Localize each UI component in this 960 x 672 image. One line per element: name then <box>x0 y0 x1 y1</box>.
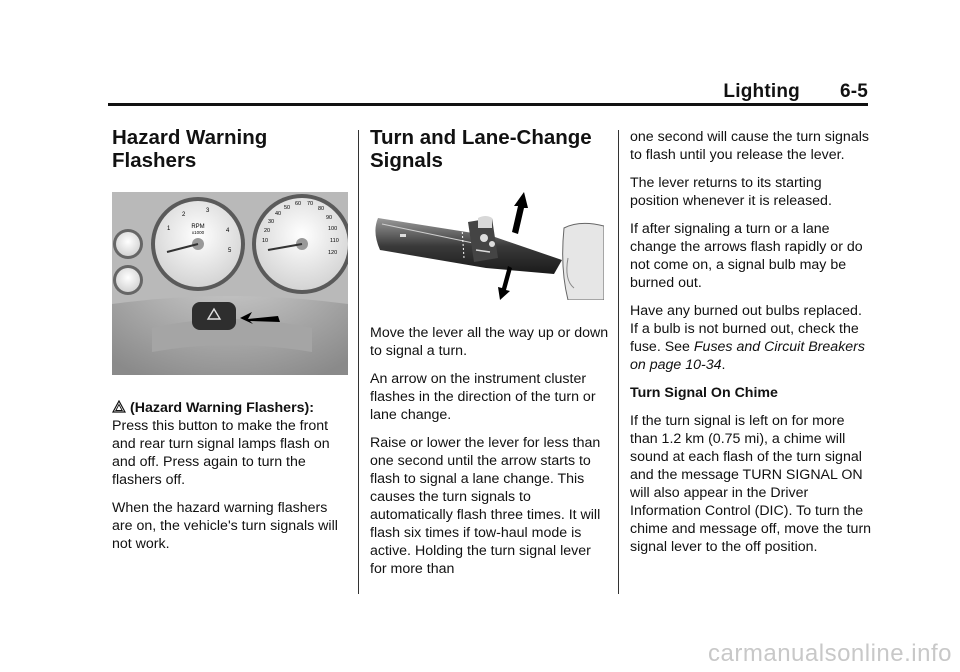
tach-tick: 5 <box>228 248 232 254</box>
speed-tick: 50 <box>284 205 291 211</box>
speed-tick: 70 <box>307 201 314 207</box>
fuse-suffix: . <box>721 357 726 373</box>
tach-unit: x1000 <box>191 230 205 235</box>
hazard-heading: Hazard Warning Flashers <box>112 126 268 172</box>
speed-tick: 20 <box>264 228 271 234</box>
column-divider <box>358 130 359 594</box>
arrow-down-icon <box>498 266 512 300</box>
continued-paragraph: If after signaling a turn or a lane change the arrows flash rapidly or do not come on, a signal bulb may be burned out. <box>630 221 863 291</box>
speed-tick: 40 <box>275 211 282 217</box>
speed-tick: 90 <box>326 215 333 221</box>
column-hazard <box>112 126 348 563</box>
watermark: carmanualsonline.info <box>708 640 952 667</box>
turn-signal-heading: Turn and Lane-Change Signals <box>370 126 592 172</box>
page-header <box>108 80 868 104</box>
chime-paragraph: If the turn signal is left on for more than 1.2 km (0.75 mi), a chime will sound at each flash of the turn signal and the message TURN SIGNAL ON will also appear in the Driver Information Control (DIC). To turn the chime and message off, move the turn signal lever to the off position. <box>630 413 872 555</box>
speed-tick: 120 <box>328 250 338 256</box>
turn-signal-paragraph: Move the lever all the way up or down to signal a turn. <box>370 325 609 359</box>
tach-tick: 1 <box>167 226 171 232</box>
speed-tick: 110 <box>330 238 339 244</box>
hazard-text: Press this button to make the front and rear turn signal lamps flash on and off. Press again to turn the flashers off. <box>112 418 330 488</box>
speed-tick: 60 <box>295 201 302 207</box>
hazard-paragraph <box>112 399 348 489</box>
speed-tick: 80 <box>318 206 325 212</box>
wiper-icon <box>478 216 492 228</box>
speed-tick: 30 <box>268 219 275 225</box>
page-number: 6-5 <box>839 81 868 102</box>
column-continued <box>630 128 872 566</box>
fuse-paragraph <box>630 302 872 374</box>
speed-tick: 100 <box>328 226 338 232</box>
continued-paragraph: The lever returns to its starting position whenever it is released. <box>630 175 832 209</box>
column-turn-signals <box>370 126 610 588</box>
hazard-triangle-icon <box>112 400 126 413</box>
speed-tick: 10 <box>262 238 269 244</box>
turn-signal-paragraph: An arrow on the instrument cluster flashes in the direction of the turn or lane change. <box>370 371 596 423</box>
tach-label: RPM <box>191 224 205 230</box>
hazard-label: (Hazard Warning Flashers): <box>130 400 314 416</box>
tach-tick: 4 <box>226 228 230 234</box>
turn-signal-lever-illustration <box>368 188 604 300</box>
fuse-link[interactable]: Fuses and Circuit Breakers on page 10-34 <box>630 339 865 373</box>
arrow-up-icon <box>512 192 528 234</box>
column-divider <box>618 130 619 594</box>
hazard-note: When the hazard warning flashers are on, the vehicle's turn signals will not work. <box>112 500 338 552</box>
chime-subheading: Turn Signal On Chime <box>630 385 778 401</box>
tach-tick: 3 <box>206 208 210 214</box>
continued-paragraph: one second will cause the turn signals to flash until you release the lever. <box>630 129 869 163</box>
turn-signal-paragraph: Raise or lower the lever for less than one second until the arrow starts to flash to signal a lane change. This causes the turn signals to automatically flash three times. It will flash six times if tow-haul mode is active. Holding the turn signal lever for more than <box>370 435 601 577</box>
tach-tick: 2 <box>182 212 186 218</box>
section-title: Lighting <box>723 81 800 102</box>
header-rule <box>108 103 868 106</box>
hazard-button-illustration <box>112 192 348 375</box>
fuse-text: Have any burned out bulbs replaced. If a bulb is not burned out, check the fuse. See <box>630 303 862 355</box>
headlamp-icon <box>480 234 488 242</box>
hazard-button <box>192 302 236 330</box>
